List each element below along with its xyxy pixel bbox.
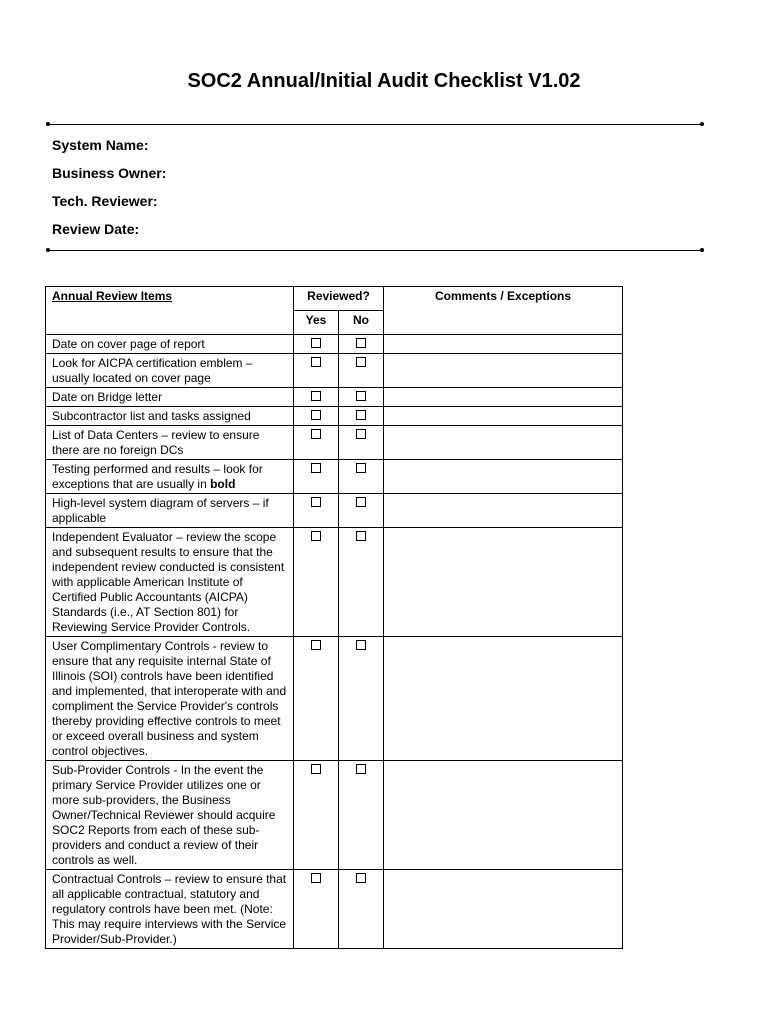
bottom-divider — [48, 250, 702, 251]
business-owner-label: Business Owner: — [52, 165, 167, 181]
comments-cell[interactable] — [384, 870, 623, 949]
table-row — [46, 335, 623, 354]
table-row — [46, 637, 623, 761]
review-item-text: User Complimentary Controls - review to ensure that any requisite internal State of Illinois (SOI) controls have been identified and implemented, that interoperate with and compliment the Service Provider's controls thereby providing effective controls to meet or exceed overall business and system control objectives. — [52, 639, 287, 758]
reviewed-no-cell — [339, 388, 384, 407]
review-item-text: List of Data Centers – review to ensure there are no foreign DCs — [52, 428, 260, 457]
review-item-cell — [46, 354, 294, 388]
reviewed-yes-checkbox[interactable] — [311, 429, 321, 439]
reviewed-yes-checkbox[interactable] — [311, 531, 321, 541]
reviewed-yes-checkbox[interactable] — [311, 764, 321, 774]
comments-cell[interactable] — [384, 354, 623, 388]
review-date-label: Review Date: — [52, 221, 140, 237]
reviewed-no-cell — [339, 354, 384, 388]
review-item-cell — [46, 335, 294, 354]
reviewed-no-cell — [339, 407, 384, 426]
review-item-cell — [46, 761, 294, 870]
reviewed-yes-cell — [294, 407, 339, 426]
reviewed-no-cell — [339, 870, 384, 949]
reviewed-yes-checkbox[interactable] — [311, 338, 321, 348]
comments-cell[interactable] — [384, 407, 623, 426]
no-header: No — [339, 311, 384, 335]
annual-review-items-header: Annual Review Items — [46, 287, 294, 335]
review-item-text: Independent Evaluator – review the scope and subsequent results to ensure that the independent review conducted is consistent with applicable American Institute of Certified Public Accountants (AICPA) Standards (i.e., AT Section 801) for Reviewing Service Provider Controls. — [52, 530, 285, 634]
review-item-text: Sub-Provider Controls - In the event the primary Service Provider utilizes one or more sub-providers, the Business Owner/Technical Reviewer should acquire SOC2 Reports from each of these sub-providers and conduct a review of their controls as well. — [52, 763, 276, 867]
review-item-cell — [46, 407, 294, 426]
tech-reviewer-label: Tech. Reviewer: — [52, 193, 158, 209]
reviewed-no-cell — [339, 335, 384, 354]
reviewed-no-checkbox[interactable] — [356, 391, 366, 401]
reviewed-no-checkbox[interactable] — [356, 497, 366, 507]
table-row — [46, 426, 623, 460]
comments-exceptions-header: Comments / Exceptions — [384, 287, 623, 335]
reviewed-yes-checkbox[interactable] — [311, 391, 321, 401]
comments-cell[interactable] — [384, 637, 623, 761]
reviewed-no-checkbox[interactable] — [356, 357, 366, 367]
reviewed-yes-checkbox[interactable] — [311, 357, 321, 367]
review-item-cell — [46, 460, 294, 494]
review-item-text: Look for AICPA certification emblem – usually located on cover page — [52, 356, 253, 385]
review-item-text: Subcontractor list and tasks assigned — [52, 409, 251, 423]
table-row — [46, 460, 623, 494]
table-row — [46, 407, 623, 426]
reviewed-yes-cell — [294, 761, 339, 870]
reviewed-no-checkbox[interactable] — [356, 764, 366, 774]
reviewed-yes-cell — [294, 388, 339, 407]
review-item-cell — [46, 426, 294, 460]
reviewed-no-checkbox[interactable] — [356, 873, 366, 883]
table-row — [46, 494, 623, 528]
review-item-text: Date on cover page of report — [52, 337, 205, 351]
reviewed-no-cell — [339, 528, 384, 637]
review-item-text: Date on Bridge letter — [52, 390, 163, 404]
yes-header: Yes — [294, 311, 339, 335]
review-item-cell — [46, 870, 294, 949]
reviewed-no-checkbox[interactable] — [356, 531, 366, 541]
table-row — [46, 388, 623, 407]
reviewed-no-checkbox[interactable] — [356, 640, 366, 650]
reviewed-no-checkbox[interactable] — [356, 429, 366, 439]
table-row — [46, 528, 623, 637]
review-item-cell — [46, 494, 294, 528]
review-item-cell — [46, 528, 294, 637]
reviewed-yes-checkbox[interactable] — [311, 410, 321, 420]
reviewed-yes-checkbox[interactable] — [311, 640, 321, 650]
review-item-text: High-level system diagram of servers – if applicable — [52, 496, 269, 525]
document-title: SOC2 Annual/Initial Audit Checklist V1.02 — [187, 70, 581, 92]
review-item-text: Contractual Controls – review to ensure that all applicable contractual, statutory and regulatory controls have been met. (Note: This may require interviews with the Service Provider/Sub-Provider.) — [52, 872, 287, 946]
comments-cell[interactable] — [384, 426, 623, 460]
comments-cell[interactable] — [384, 460, 623, 494]
system-name-label: System Name: — [52, 137, 149, 153]
reviewed-no-cell — [339, 761, 384, 870]
reviewed-no-cell — [339, 637, 384, 761]
reviewed-no-checkbox[interactable] — [356, 463, 366, 473]
reviewed-no-checkbox[interactable] — [356, 410, 366, 420]
audit-checklist-table — [45, 286, 623, 949]
reviewed-yes-cell — [294, 335, 339, 354]
reviewed-header: Reviewed? — [294, 287, 384, 311]
comments-cell[interactable] — [384, 494, 623, 528]
comments-cell[interactable] — [384, 335, 623, 354]
reviewed-no-cell — [339, 494, 384, 528]
reviewed-yes-checkbox[interactable] — [311, 497, 321, 507]
comments-cell[interactable] — [384, 761, 623, 870]
reviewed-yes-cell — [294, 870, 339, 949]
top-divider — [48, 124, 702, 125]
reviewed-no-cell — [339, 460, 384, 494]
reviewed-yes-cell — [294, 460, 339, 494]
review-item-cell — [46, 637, 294, 761]
table-row — [46, 870, 623, 949]
reviewed-yes-cell — [294, 354, 339, 388]
review-item-text: Testing performed and results – look for exceptions that are usually in — [52, 462, 263, 491]
reviewed-yes-cell — [294, 494, 339, 528]
reviewed-yes-cell — [294, 637, 339, 761]
reviewed-no-checkbox[interactable] — [356, 338, 366, 348]
table-row — [46, 354, 623, 388]
reviewed-yes-cell — [294, 426, 339, 460]
review-item-cell — [46, 388, 294, 407]
reviewed-yes-checkbox[interactable] — [311, 463, 321, 473]
comments-cell[interactable] — [384, 528, 623, 637]
comments-cell[interactable] — [384, 388, 623, 407]
checklist-body — [46, 335, 623, 949]
reviewed-no-cell — [339, 426, 384, 460]
review-item-bold-text: bold — [210, 477, 236, 491]
reviewed-yes-checkbox[interactable] — [311, 873, 321, 883]
table-row — [46, 761, 623, 870]
reviewed-yes-cell — [294, 528, 339, 637]
